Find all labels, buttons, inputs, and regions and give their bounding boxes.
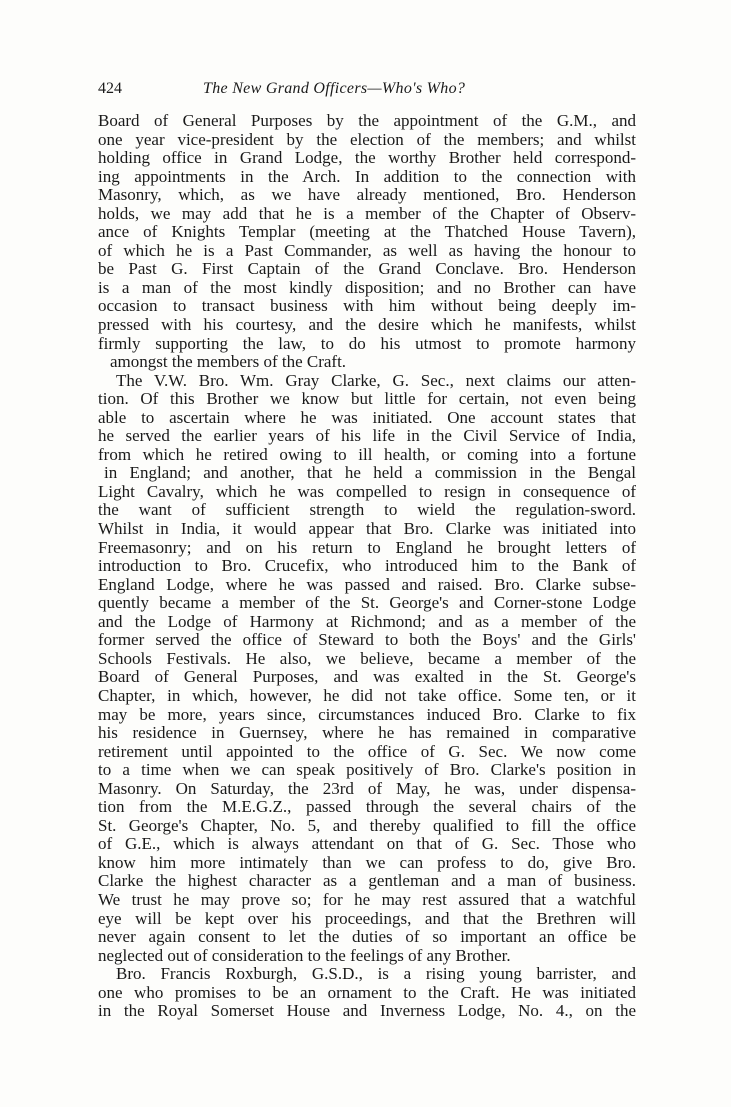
- text-line: Board of General Purposes, and was exalted in the St. George's: [98, 668, 636, 687]
- text-line: in England; and another, that he held a commission in the Bengal: [104, 464, 636, 483]
- text-line: former served the office of Steward to both the Boys' and the Girls': [98, 631, 636, 650]
- text-line: firmly supporting the law, to do his utmost to promote harmony: [98, 334, 636, 353]
- text-line: ing appointments in the Arch. In addition to the connection with: [98, 167, 636, 186]
- text-line: neglected out of consideration to the feelings of any Brother.: [98, 946, 511, 965]
- text-line: We trust he may prove so; for he may rest assured that a watchful: [98, 890, 636, 909]
- text-line: the want of sufficient strength to wield the regulation-sword.: [98, 501, 636, 520]
- page-header: [98, 80, 638, 100]
- text-line: one year vice-president by the election of the members; and whilst: [98, 130, 636, 149]
- text-line: ance of Knights Templar (meeting at the Thatched House Tavern),: [98, 223, 636, 242]
- running-title: The New Grand Officers—Who's Who?: [203, 80, 466, 97]
- text-line: amongst the members of the Craft.: [110, 353, 347, 372]
- text-line: never again consent to let the duties of so important an office be: [98, 928, 636, 947]
- text-line: Bro. Francis Roxburgh, G.S.D., is a rising young barrister, and: [116, 965, 636, 984]
- text-line: Masonry. On Saturday, the 23rd of May, he was, under dispensa-: [98, 779, 636, 798]
- text-line: know him more intimately than we can profess to do, give Bro.: [98, 853, 636, 872]
- text-line: holding office in Grand Lodge, the worthy Brother held correspond-: [98, 149, 636, 168]
- text-line: retirement until appointed to the office of G. Sec. We now come: [98, 742, 636, 761]
- text-line: in the Royal Somerset House and Inverness Lodge, No. 4., on the: [98, 1002, 636, 1021]
- text-line: from which he retired owing to ill health, or coming into a fortune: [98, 445, 636, 464]
- text-line: able to ascertain where he was initiated. One account states that: [98, 408, 636, 427]
- text-line: of G.E., which is always attendant on that of G. Sec. Those who: [98, 835, 636, 854]
- text-line: Whilst in India, it would appear that Bro. Clarke was initiated into: [98, 520, 636, 539]
- text-line: quently became a member of the St. George's and Corner-stone Lodge: [98, 594, 636, 613]
- text-line: of which he is a Past Commander, as well as having the honour to: [98, 241, 636, 260]
- text-line: one who promises to be an ornament to the Craft. He was initiated: [98, 983, 636, 1002]
- text-line: his residence in Guernsey, where he has remained in comparative: [98, 724, 636, 743]
- text-line: occasion to transact business with him without being deeply im-: [98, 297, 636, 316]
- text-line: pressed with his courtesy, and the desire which he manifests, whilst: [98, 316, 636, 335]
- text-line: introduction to Bro. Crucefix, who introduced him to the Bank of: [98, 557, 636, 576]
- text-line: The V.W. Bro. Wm. Gray Clarke, G. Sec., next claims our atten-: [116, 371, 636, 390]
- body-text: [98, 112, 636, 1021]
- text-line: be Past G. First Captain of the Grand Conclave. Bro. Henderson: [98, 260, 636, 279]
- text-line: and the Lodge of Harmony at Richmond; and as a member of the: [98, 612, 636, 631]
- text-line: Light Cavalry, which he was compelled to resign in consequence of: [98, 482, 636, 501]
- text-line: England Lodge, where he was passed and raised. Bro. Clarke subse-: [98, 575, 636, 594]
- text-line: Chapter, in which, however, he did not take office. Some ten, or it: [98, 686, 636, 705]
- text-line: he served the earlier years of his life in the Civil Service of India,: [98, 427, 636, 446]
- text-line: Schools Festivals. He also, we believe, became a member of the: [98, 649, 636, 668]
- text-line: Board of General Purposes by the appointment of the G.M., and: [98, 112, 636, 130]
- text-line: is a man of the most kindly disposition; and no Brother can have: [98, 278, 636, 297]
- text-line: eye will be kept over his proceedings, and that the Brethren will: [98, 909, 636, 928]
- text-line: St. George's Chapter, No. 5, and thereby qualified to fill the office: [98, 816, 636, 835]
- text-line: tion from the M.E.G.Z., passed through the several chairs of the: [98, 798, 636, 817]
- text-line: to a time when we can speak positively of Bro. Clarke's position in: [98, 761, 636, 780]
- text-line: tion. Of this Brother we know but little for certain, not even being: [98, 390, 636, 409]
- text-line: may be more, years since, circumstances induced Bro. Clarke to fix: [98, 705, 636, 724]
- text-line: Freemasonry; and on his return to England he brought letters of: [98, 538, 636, 557]
- text-line: Clarke the highest character as a gentleman and a man of business.: [98, 872, 636, 891]
- text-line: holds, we may add that he is a member of the Chapter of Observ-: [98, 204, 636, 223]
- page-number: 424: [98, 80, 122, 97]
- text-line: Masonry, which, as we have already mentioned, Bro. Henderson: [98, 186, 636, 205]
